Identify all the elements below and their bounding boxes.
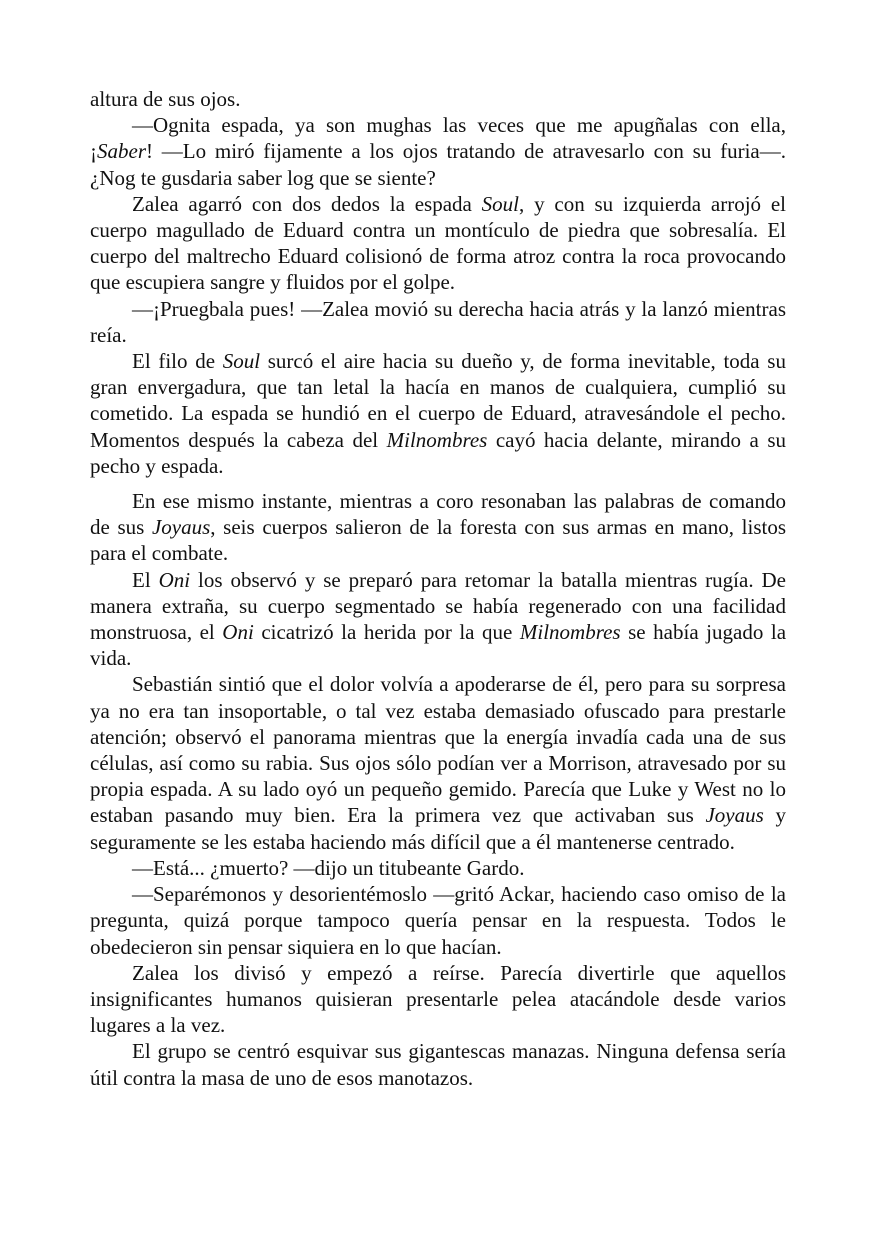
page-body bbox=[90, 86, 786, 1091]
text-run: —Está... ¿muerto? —dijo un titubeante Gardo. bbox=[132, 855, 525, 880]
paragraph bbox=[90, 348, 786, 479]
paragraph bbox=[90, 671, 786, 854]
text-run: cayó hacia delante, mirando a su pecho y espada. bbox=[90, 427, 786, 478]
paragraph bbox=[90, 881, 786, 960]
paragraph bbox=[90, 567, 786, 672]
italic-text: Saber bbox=[97, 139, 146, 164]
text-run: se había jugado la vida. bbox=[90, 620, 787, 671]
italic-text: Soul bbox=[481, 191, 520, 216]
text-run: El bbox=[132, 567, 159, 592]
paragraph bbox=[90, 191, 786, 296]
text-run: El filo de bbox=[132, 349, 223, 374]
text-run: Sebastián sintió que el dolor volvía a apoderarse de él, pero para su sorpresa ya no era tan insoportable, o tal vez estaba demasiado ofuscado para prestarle atención; observó el panorama mientras que la energía invadía cada una de sus células, así como su rabia. Sus ojos sólo podían ver a Morrison, atravesado por su propia espada. A su lado oyó un pequeño gemido. Parecía que Luke y West no lo estaban pasando muy bien. Era la primera vez que activaban sus bbox=[90, 672, 786, 828]
paragraph bbox=[90, 960, 786, 1039]
italic-text: Joyaus bbox=[705, 803, 764, 828]
text-run: , y con su izquierda arrojó el cuerpo magullado de Eduard contra un montículo de piedra que sobresalía. El cuerpo del maltrecho Eduard colisionó de forma atroz contra la roca provocando que escupiera sangre y fluidos por el golpe. bbox=[90, 191, 787, 295]
text-run: los observó y se preparó para retomar la batalla mientras rugía. De manera extraña, su cuerpo segmentado se había regenerado con una facilidad monstruosa, el bbox=[90, 567, 786, 645]
text-run: , seis cuerpos salieron de la foresta con sus armas en mano, listos para el combate. bbox=[90, 515, 786, 566]
paragraph bbox=[90, 488, 786, 567]
text-run: —Ognita espada, ya son mughas las veces que me apugñalas con ella, ¡ bbox=[90, 113, 786, 164]
italic-text: Oni bbox=[158, 567, 191, 592]
paragraph bbox=[90, 86, 786, 112]
italic-text: Milnombres bbox=[386, 427, 488, 452]
text-run: cicatrizó la herida por la que bbox=[253, 620, 520, 645]
text-run: —Separémonos y desorientémoslo —gritó Ackar, haciendo caso omiso de la pregunta, quizá porque tampoco quería pensar en la respuesta. Todos le obedecieron sin pensar siquiera en lo que hacían. bbox=[90, 882, 786, 959]
text-run: Zalea agarró con dos dedos la espada bbox=[132, 191, 482, 216]
paragraph bbox=[90, 296, 786, 348]
text-run: surcó el aire hacia su dueño y, de forma inevitable, toda su gran envergadura, que tan letal la hacía en manos de cualquiera, cumplió su cometido. La espada se hundió en el cuerpo de Eduard, atravesándole el pecho. Momentos después la cabeza del bbox=[90, 349, 786, 452]
italic-text: Soul bbox=[222, 349, 261, 374]
paragraph bbox=[90, 1038, 786, 1090]
text-run: ! —Lo miró fijamente a los ojos tratando de atravesarlo con su furia—. ¿Nog te gusdaria saber log que se siente? bbox=[90, 139, 786, 190]
text-run: altura de sus ojos. bbox=[90, 87, 241, 111]
text-run: y seguramente se les estaba haciendo más difícil que a él mantenerse centrado. bbox=[90, 803, 786, 854]
paragraph bbox=[90, 112, 786, 191]
paragraph bbox=[90, 855, 786, 881]
text-run: —¡Pruegbala pues! —Zalea movió su derecha hacia atrás y la lanzó mientras reía. bbox=[90, 296, 786, 347]
text-run: Zalea los divisó y empezó a reírse. Parecía divertirle que aquellos insignificantes humanos quisieran presentarle pelea atacándole desde varios lugares a la vez. bbox=[90, 960, 786, 1038]
italic-text: Joyaus bbox=[151, 515, 211, 540]
text-run: En ese mismo instante, mientras a coro resonaban las palabras de comando de sus bbox=[90, 489, 786, 540]
italic-text: Milnombres bbox=[519, 620, 621, 645]
italic-text: Oni bbox=[222, 620, 254, 645]
text-run: El grupo se centró esquivar sus gigantescas manazas. Ninguna defensa sería útil contra la masa de uno de esos manotazos. bbox=[90, 1039, 786, 1090]
